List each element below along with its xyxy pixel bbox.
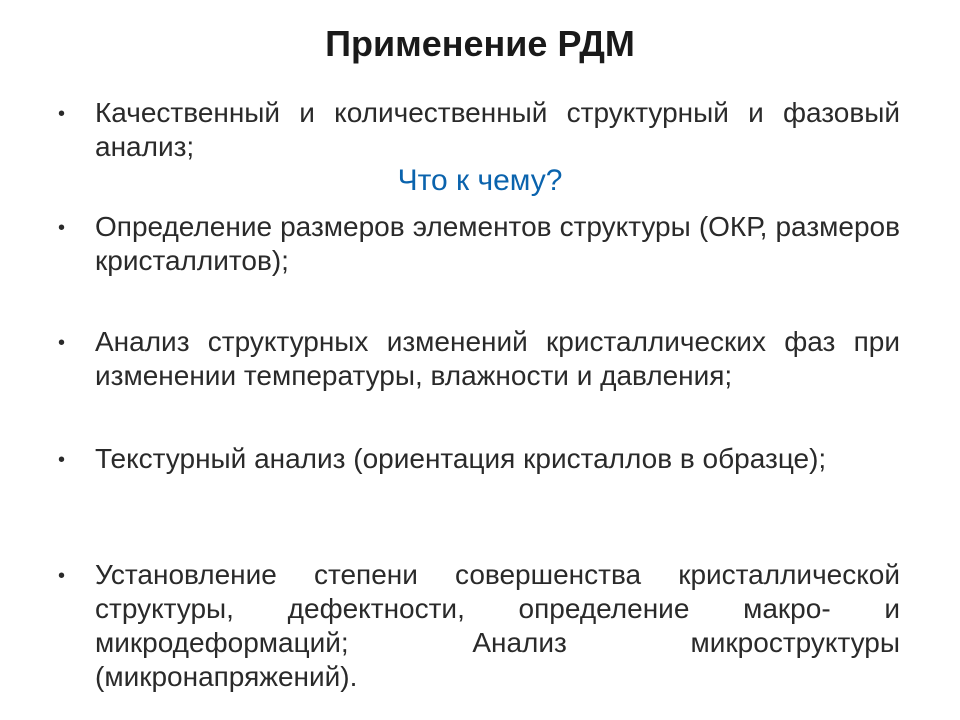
bullet-icon: •	[58, 565, 66, 587]
list-item: Качественный и количественный структурный и фазовый анализ;	[95, 97, 900, 162]
list-item: Установление степени совершенства кристаллической структуры, дефектности, определение макро- и микродеформаций; Анализ микроструктуры (микронапряжений).	[95, 559, 900, 692]
list-item: Текстурный анализ (ориентация кристаллов в образце);	[95, 443, 827, 474]
list-item: Определение размеров элементов структуры (ОКР, размеров кристаллитов);	[95, 211, 900, 276]
slide-title: Применение РДМ	[325, 23, 635, 64]
list-item: Анализ структурных изменений кристаллических фаз при изменении температуры, влажности и давления;	[95, 326, 900, 391]
bullet-icon: •	[58, 332, 66, 354]
bullet-icon: •	[58, 217, 66, 239]
bullet-icon: •	[58, 449, 66, 471]
bullet-icon: •	[58, 103, 66, 125]
callout-question: Что к чему?	[397, 164, 563, 197]
